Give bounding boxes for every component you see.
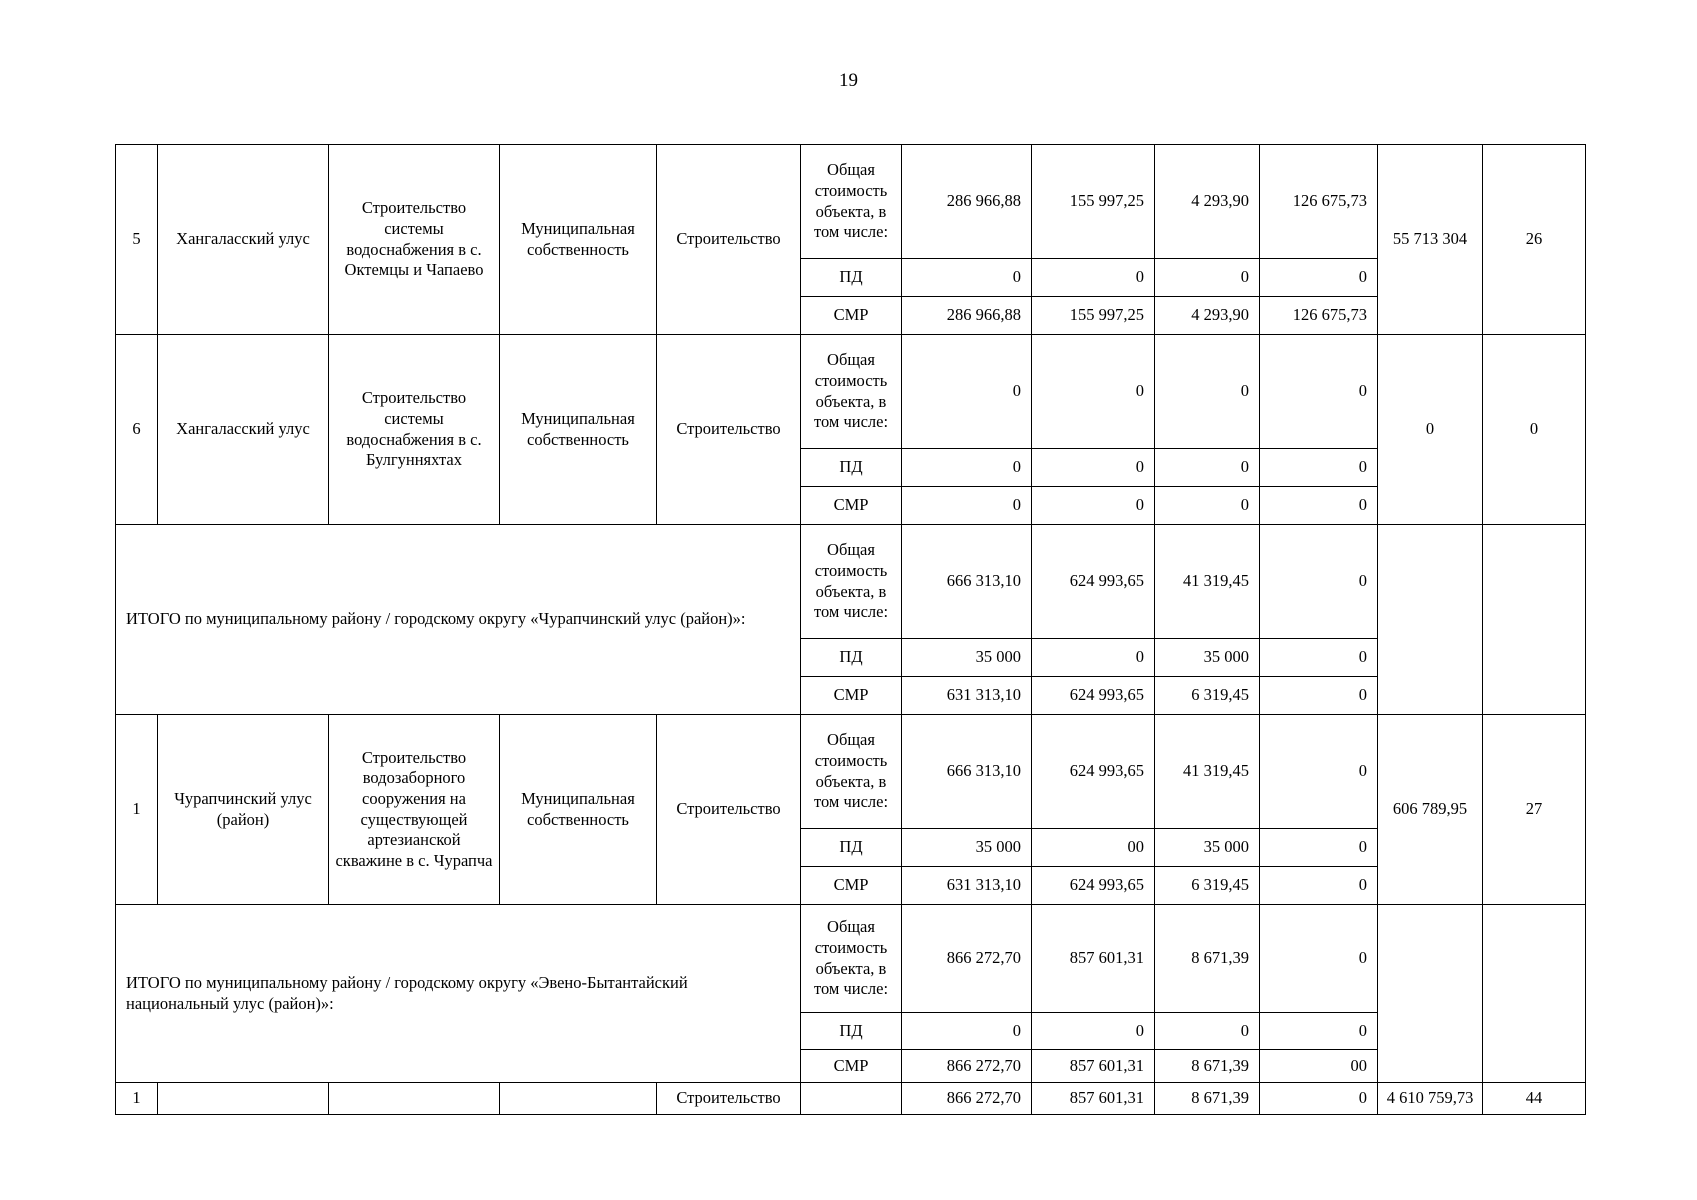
object-name-cell: Строительство водозаборного сооружения на существующей артезианской скважине в с. Чурапча [329, 715, 500, 905]
value-cell: 0 [1260, 715, 1378, 829]
value-cell: 0 [902, 487, 1032, 525]
value-cell: 0 [1260, 525, 1378, 639]
value-cell: 0 [1032, 1013, 1155, 1050]
value-cell: 0 [902, 335, 1032, 449]
value-cell: 866 272,70 [902, 1083, 1032, 1115]
total-cost-label: Общая стоимость объекта, в том числе: [801, 145, 902, 259]
value-cell: 6 319,45 [1155, 867, 1260, 905]
value-cell: 0 [1260, 487, 1378, 525]
object-name-cell: Строительство системы водоснабжения в с. Булгунняхтах [329, 335, 500, 525]
pd-label: ПД [801, 259, 902, 297]
value-cell: 0 [1032, 487, 1155, 525]
pd-label: ПД [801, 449, 902, 487]
smr-label: СМР [801, 1050, 902, 1083]
value-cell: 00 [1260, 1050, 1378, 1083]
district-total-title: ИТОГО по муниципальному району / городскому округу «Эвено-Бытантайский национальный улус (район)»: [116, 905, 801, 1083]
value-cell: 631 313,10 [902, 677, 1032, 715]
value-cell: 126 675,73 [1260, 145, 1378, 259]
total-cost-label: Общая стоимость объекта, в том числе: [801, 525, 902, 639]
row-number: 1 [116, 715, 158, 905]
object-name-cell: Строительство системы водоснабжения в с. Октемцы и Чапаево [329, 145, 500, 335]
total-cost-label: Общая стоимость объекта, в том числе: [801, 905, 902, 1013]
page-number: 19 [839, 70, 858, 91]
total-cost-label: Общая стоимость объекта, в том числе: [801, 335, 902, 449]
value-cell: 00 [1032, 829, 1155, 867]
value-cell: 8 671,39 [1155, 1083, 1260, 1115]
table-row-6 [116, 335, 1586, 449]
value-cell: 4 293,90 [1155, 297, 1260, 335]
value-cell: 155 997,25 [1032, 145, 1155, 259]
value-cell: 866 272,70 [902, 905, 1032, 1013]
value-cell: 624 993,65 [1032, 715, 1155, 829]
smr-label: СМР [801, 867, 902, 905]
district-total-title: ИТОГО по муниципальному району / городскому округу «Чурапчинский улус (район)»: [116, 525, 801, 715]
value-cell: 0 [902, 449, 1032, 487]
value-cell: 0 [902, 1013, 1032, 1050]
value-cell: 0 [1260, 867, 1378, 905]
value-cell: 155 997,25 [1032, 297, 1155, 335]
value-cell: 866 272,70 [902, 1050, 1032, 1083]
empty-cell [500, 1083, 657, 1115]
district-cell: Хангаласский улус [158, 145, 329, 335]
value-cell: 0 [1155, 449, 1260, 487]
extra-count-cell: 26 [1483, 145, 1586, 335]
value-cell: 0 [1032, 259, 1155, 297]
value-cell: 666 313,10 [902, 525, 1032, 639]
work-type-cell: Строительство [657, 1083, 801, 1115]
table-row-5 [116, 145, 1586, 259]
empty-cell [158, 1083, 329, 1115]
value-cell: 0 [1260, 1083, 1378, 1115]
value-cell: 35 000 [1155, 829, 1260, 867]
value-cell: 41 319,45 [1155, 525, 1260, 639]
value-cell: 624 993,65 [1032, 525, 1155, 639]
extra-count-cell: 44 [1483, 1083, 1586, 1115]
extra-count-cell: 27 [1483, 715, 1586, 905]
value-cell: 624 993,65 [1032, 867, 1155, 905]
value-cell: 0 [1260, 1013, 1378, 1050]
table-row-1-churapcha [116, 715, 1586, 829]
district-cell: Хангаласский улус [158, 335, 329, 525]
empty-cell [1483, 525, 1586, 715]
table-row-total-eveno-bytantay [116, 905, 1586, 1013]
value-cell: 35 000 [902, 639, 1032, 677]
investment-table [115, 144, 1586, 1115]
value-cell: 0 [1260, 259, 1378, 297]
value-cell: 0 [1260, 335, 1378, 449]
value-cell: 0 [1155, 1013, 1260, 1050]
empty-cell [1483, 905, 1586, 1083]
extra-value-cell: 4 610 759,73 [1378, 1083, 1483, 1115]
value-cell: 126 675,73 [1260, 297, 1378, 335]
table-row-total-churapcha [116, 525, 1586, 639]
row-number: 1 [116, 1083, 158, 1115]
value-cell: 0 [1260, 677, 1378, 715]
smr-label: СМР [801, 297, 902, 335]
value-cell: 0 [1260, 905, 1378, 1013]
value-cell: 286 966,88 [902, 297, 1032, 335]
value-cell: 286 966,88 [902, 145, 1032, 259]
value-cell: 0 [902, 259, 1032, 297]
empty-cell [1378, 525, 1483, 715]
extra-count-cell: 0 [1483, 335, 1586, 525]
total-cost-label: Общая стоимость объекта, в том числе: [801, 715, 902, 829]
ownership-cell: Муниципальная собственность [500, 145, 657, 335]
value-cell: 0 [1155, 335, 1260, 449]
work-type-cell: Строительство [657, 715, 801, 905]
table-row-1-eveno-bytantay [116, 1083, 1586, 1115]
value-cell: 0 [1032, 639, 1155, 677]
extra-value-cell: 0 [1378, 335, 1483, 525]
value-cell: 0 [1260, 449, 1378, 487]
value-cell: 4 293,90 [1155, 145, 1260, 259]
value-cell: 8 671,39 [1155, 1050, 1260, 1083]
empty-cell [801, 1083, 902, 1115]
value-cell: 0 [1032, 449, 1155, 487]
pd-label: ПД [801, 829, 902, 867]
extra-value-cell: 55 713 304 [1378, 145, 1483, 335]
value-cell: 666 313,10 [902, 715, 1032, 829]
value-cell: 8 671,39 [1155, 905, 1260, 1013]
empty-cell [1378, 905, 1483, 1083]
smr-label: СМР [801, 677, 902, 715]
value-cell: 35 000 [1155, 639, 1260, 677]
empty-cell [329, 1083, 500, 1115]
value-cell: 0 [1155, 487, 1260, 525]
value-cell: 0 [1260, 829, 1378, 867]
district-cell: Чурапчинский улус (район) [158, 715, 329, 905]
value-cell: 857 601,31 [1032, 1050, 1155, 1083]
extra-value-cell: 606 789,95 [1378, 715, 1483, 905]
pd-label: ПД [801, 639, 902, 677]
value-cell: 624 993,65 [1032, 677, 1155, 715]
value-cell: 631 313,10 [902, 867, 1032, 905]
value-cell: 857 601,31 [1032, 1083, 1155, 1115]
row-number: 5 [116, 145, 158, 335]
pd-label: ПД [801, 1013, 902, 1050]
value-cell: 0 [1155, 259, 1260, 297]
value-cell: 857 601,31 [1032, 905, 1155, 1013]
work-type-cell: Строительство [657, 335, 801, 525]
row-number: 6 [116, 335, 158, 525]
value-cell: 0 [1260, 639, 1378, 677]
value-cell: 6 319,45 [1155, 677, 1260, 715]
ownership-cell: Муниципальная собственность [500, 715, 657, 905]
value-cell: 0 [1032, 335, 1155, 449]
value-cell: 35 000 [902, 829, 1032, 867]
value-cell: 41 319,45 [1155, 715, 1260, 829]
work-type-cell: Строительство [657, 145, 801, 335]
ownership-cell: Муниципальная собственность [500, 335, 657, 525]
smr-label: СМР [801, 487, 902, 525]
